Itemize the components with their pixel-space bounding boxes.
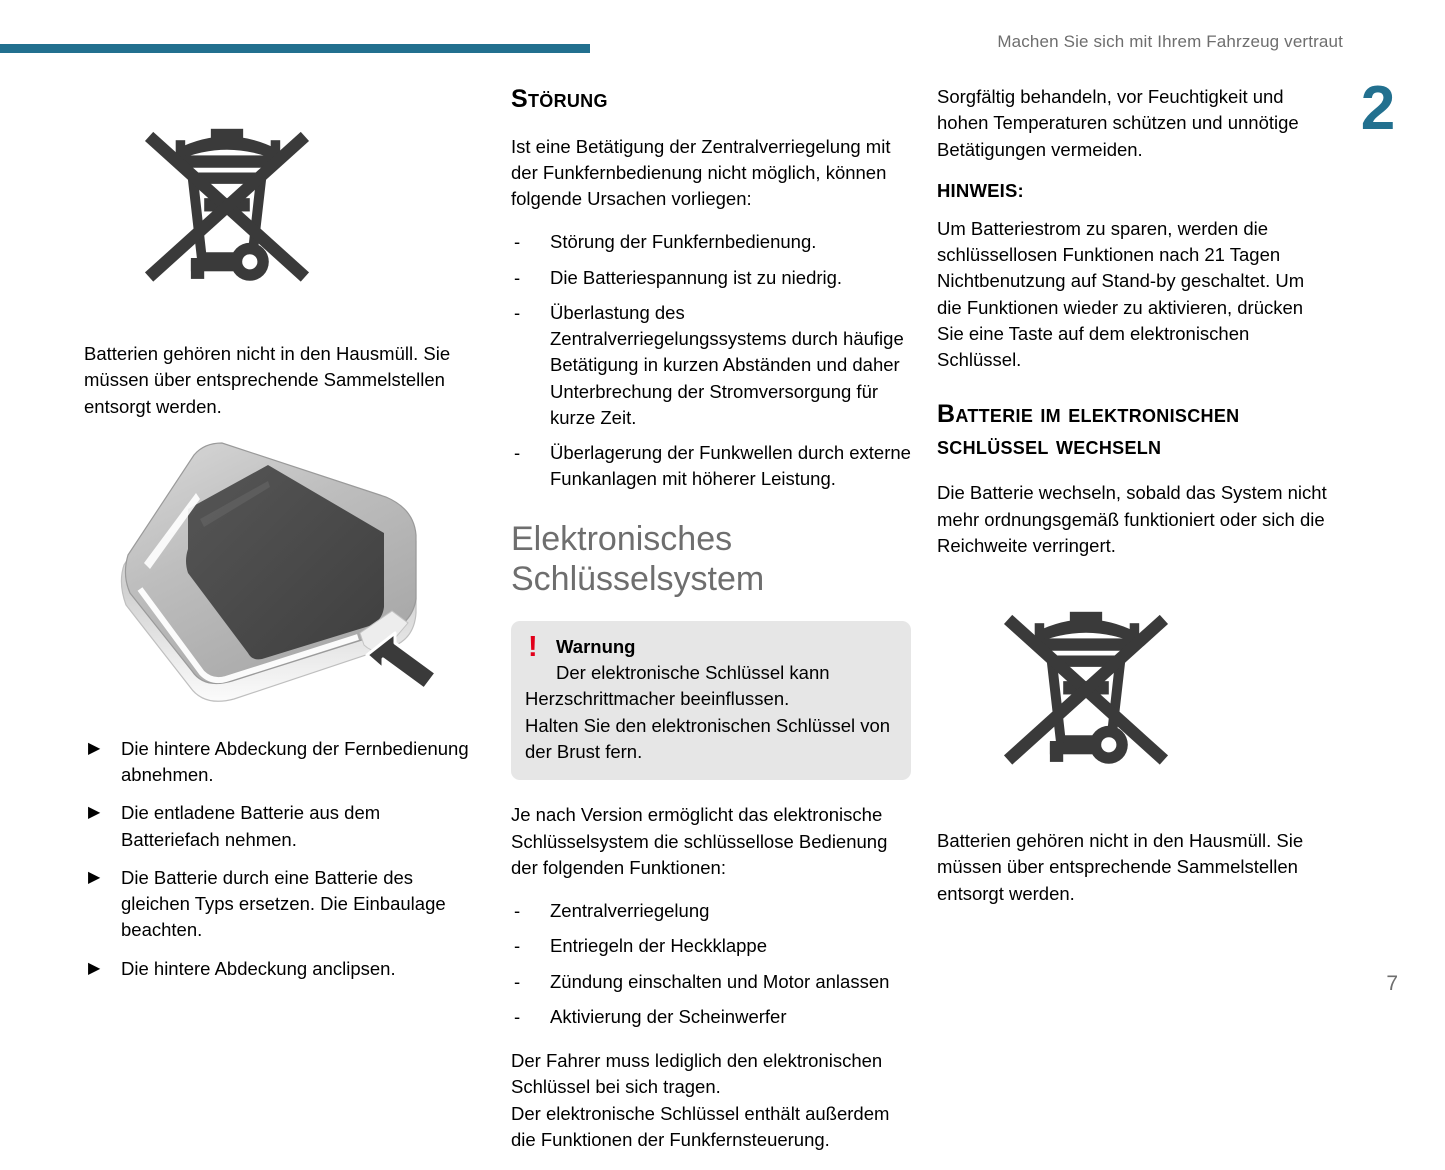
list-item: [511, 440, 911, 493]
dash-bullet-icon: -: [514, 1005, 521, 1027]
closing-paragraph-1: Der Fahrer muss lediglich den elektronischen Schlüssel bei sich tragen.: [511, 1050, 883, 1098]
list-item: [511, 229, 911, 255]
list-item: [84, 800, 484, 853]
care-instructions-text: Sorgfältig behandeln, vor Feuchtigkeit und hohen Temperaturen schützen und unnötige Betätigungen vermeiden.: [937, 86, 1299, 160]
triangle-bullet-icon: ▶: [88, 739, 101, 757]
left-disposal-text: Batterien gehören nicht in den Hausmüll. Sie müssen über entsprechende Sammelstellen entsorgt werden.: [84, 343, 451, 417]
page-number: 7: [1386, 972, 1398, 995]
list-item: [511, 1004, 911, 1030]
list-item-label: Die hintere Abdeckung der Fernbedienung abnehmen.: [121, 737, 469, 786]
battery-change-intro-text: Die Batterie wechseln, sobald das System nicht mehr ordnungsgemäß funktioniert oder sich die Reichweite verringert.: [937, 482, 1327, 556]
list-item: [511, 933, 911, 959]
right-disposal-text: Batterien gehören nicht in den Hausmüll. Sie müssen über entsprechende Sammelstellen entsorgt werden.: [937, 830, 1304, 904]
key-fob-figure: [84, 437, 484, 732]
warning-callout: [511, 621, 911, 780]
note-text: Um Batteriestrom zu sparen, werden die schlüssellosen Funktionen nach 21 Tagen Nichtbenutzung auf Stand-by geschaltet. Um die Funktionen wieder zu aktivieren, drücken Sie eine Taste auf dem elektronischen Schlüssel.: [937, 217, 1305, 371]
chapter-number-tab: 2: [1360, 74, 1396, 143]
middle-column: [511, 84, 911, 1170]
heading-stoerung: Störung: [511, 85, 608, 113]
list-item-label: Zündung einschalten und Motor anlassen: [550, 970, 890, 992]
right-column: [937, 84, 1327, 924]
battery-change-steps-list: [84, 736, 484, 982]
warning-line-3: Halten Sie den elektronischen Schlüssel von der Brust fern.: [525, 714, 891, 762]
weee-bin-icon: [991, 589, 1327, 784]
list-item: [511, 265, 911, 291]
list-item-label: Entriegeln der Heckklappe: [550, 935, 767, 957]
dash-bullet-icon: -: [514, 900, 521, 922]
warning-exclamation-icon: !: [528, 630, 538, 663]
closing-paragraph-2: Der elektronische Schlüssel enthält außerdem die Funktionen der Funkfernsteuerung.: [511, 1102, 890, 1150]
warning-title: Warnung: [556, 635, 636, 657]
section-heading-elektronisches-schluesselsystem: Elektronisches Schlüsselsystem: [511, 519, 765, 598]
list-item-label: Die entladene Batterie aus dem Batteriefach nehmen.: [121, 802, 381, 850]
weee-bin-icon: [132, 106, 484, 301]
list-item-label: Überlagerung der Funkwellen durch externe Funkanlagen mit höherer Leistung.: [550, 442, 911, 490]
list-item: [511, 300, 911, 431]
note-label: HINWEIS:: [937, 179, 1024, 201]
list-item-label: Überlastung des Zentralverriegelungssystems durch häufige Betätigung in kurzen Abständen und daher Unterbrechung der Stromversorgung für kurze Zeit.: [550, 301, 904, 428]
dash-bullet-icon: -: [514, 970, 521, 992]
list-item: [84, 736, 484, 789]
triangle-bullet-icon: ▶: [88, 959, 101, 977]
dash-bullet-icon: -: [514, 266, 521, 288]
list-item-label: Störung der Funkfernbedienung.: [550, 231, 817, 253]
running-header-title: Machen Sie sich mit Ihrem Fahrzeug vertraut: [997, 32, 1343, 51]
list-item-label: Aktivierung der Scheinwerfer: [550, 1005, 787, 1027]
list-item-label: Zentralverriegelung: [550, 900, 710, 922]
list-item: [84, 865, 484, 944]
dash-bullet-icon: -: [514, 231, 521, 253]
list-item: [84, 956, 484, 982]
stoerung-causes-list: [511, 229, 911, 492]
dash-bullet-icon: -: [514, 301, 521, 323]
list-item-label: Die hintere Abdeckung anclipsen.: [121, 957, 396, 979]
dash-bullet-icon: -: [514, 442, 521, 464]
warning-line-1: Der elektronische Schlüssel kann: [556, 662, 830, 684]
left-column: [84, 84, 484, 994]
list-item: [511, 898, 911, 924]
heading-batterie-wechseln: Batterie im elektronischen schlüssel wechseln: [937, 400, 1240, 460]
warning-line-2: Herzschrittmacher beeinflussen.: [525, 688, 790, 710]
keyless-functions-list: [511, 898, 911, 1030]
triangle-bullet-icon: ▶: [88, 804, 101, 822]
list-item-label: Die Batterie durch eine Batterie des gleichen Typs ersetzen. Die Einbaulage beachten.: [121, 866, 446, 941]
list-item: [511, 969, 911, 995]
triangle-bullet-icon: ▶: [88, 868, 101, 886]
stoerung-intro-text: Ist eine Betätigung der Zentralverriegelung mit der Funkfernbedienung nicht möglich, können folgende Ursachen vorliegen:: [511, 135, 891, 210]
functions-intro-text: Je nach Version ermöglicht das elektronische Schlüsselsystem die schlüssellose Bedienung der folgenden Funktionen:: [511, 804, 888, 878]
dash-bullet-icon: -: [514, 935, 521, 957]
list-item-label: Die Batteriespannung ist zu niedrig.: [550, 266, 843, 288]
header-rule: [0, 44, 590, 53]
